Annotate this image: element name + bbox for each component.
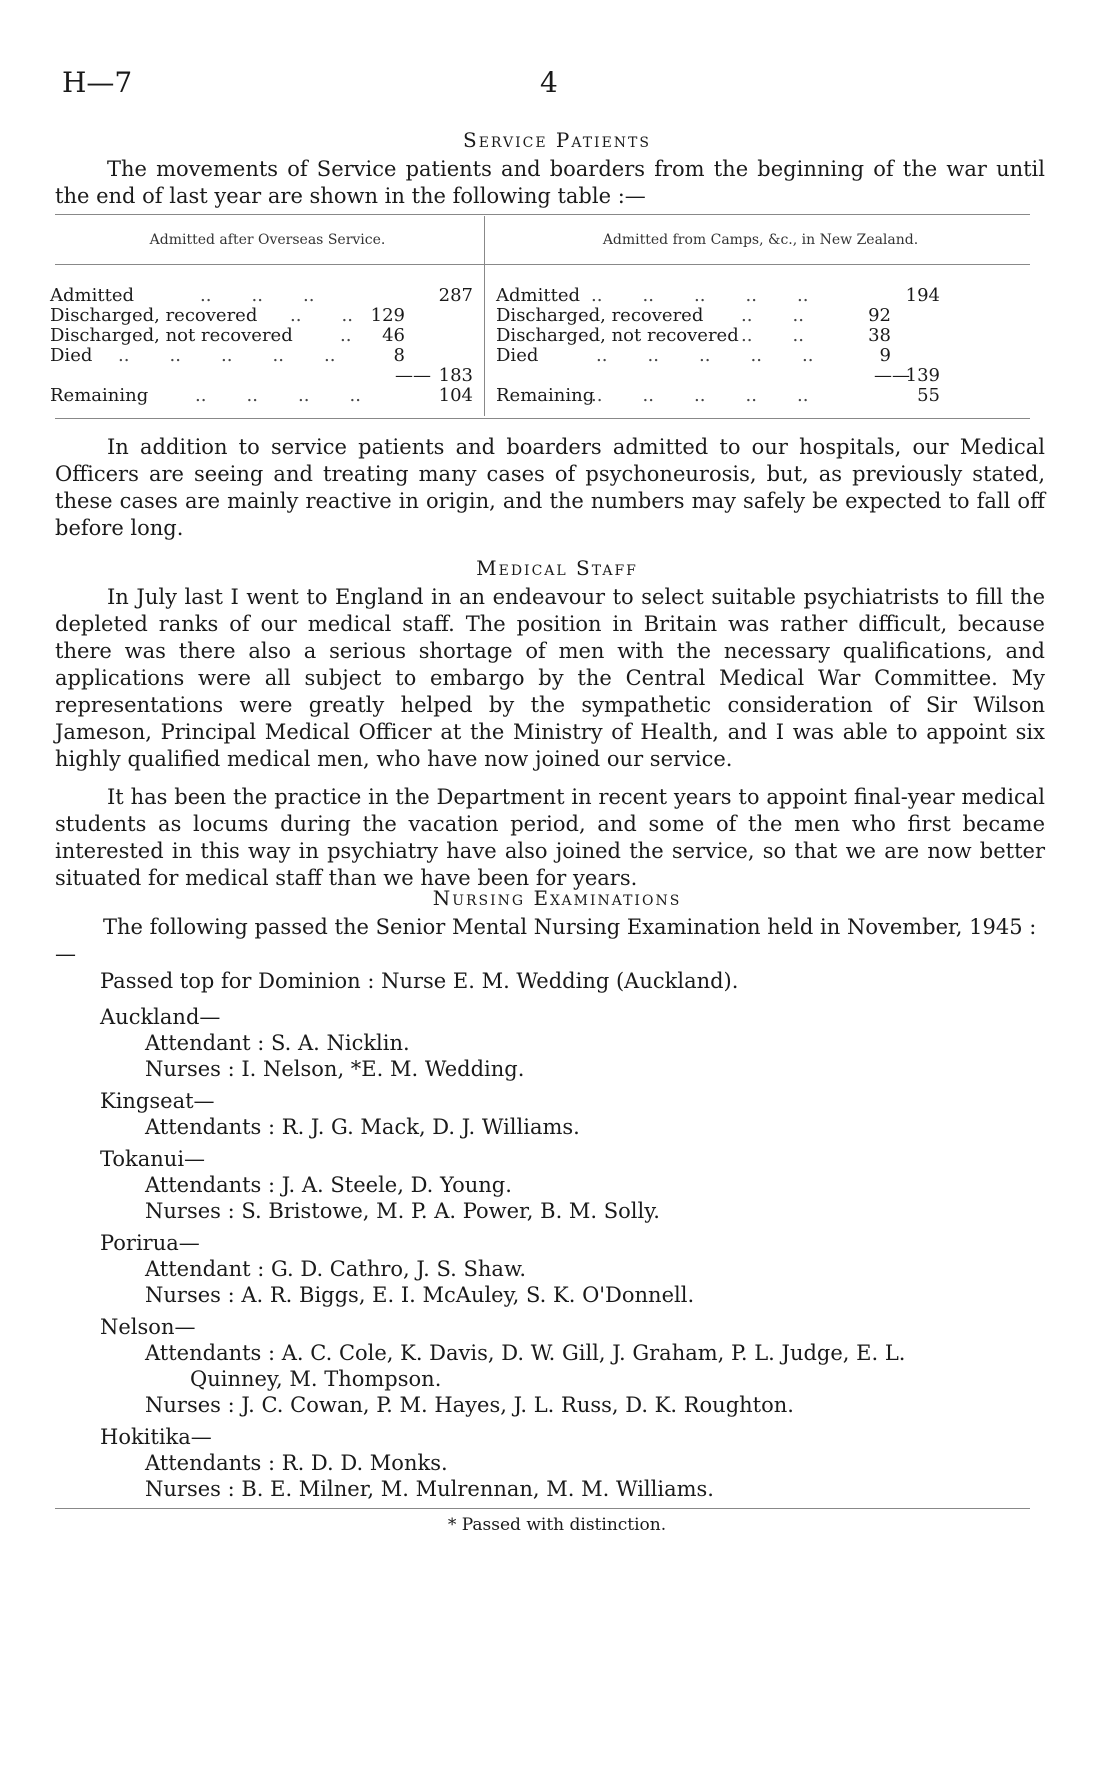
left-discharged-recovered-row: Discharged, recovered .. .. 129 xyxy=(50,305,405,326)
kingseat-attendants: Attendants : R. J. G. Mack, D. J. Williams. xyxy=(145,1115,580,1139)
medical-staff-heading: Medical Staff xyxy=(476,556,638,580)
right-subtotal-row: —— 139 xyxy=(874,365,940,386)
hokitika-attendants: Attendants : R. D. D. Monks. xyxy=(145,1451,448,1475)
document-code: H—7 xyxy=(62,66,133,99)
table-left-heading: Admitted after Overseas Service. xyxy=(149,232,386,248)
page-number: 4 xyxy=(540,66,558,99)
service-patients-closing-paragraph: In addition to service patients and boarders admitted to our hospitals, our Medical Officers are seeing and treating many cases of psychoneurosis, but, as previously stated, these cases are mainly reactive in origin, and the numbers may safely be expected to fall off before long. xyxy=(55,435,1045,540)
nursing-examinations-heading: Nursing Examinations xyxy=(432,886,682,910)
right-remaining-row: Remaining .. .. .. .. .. 55 xyxy=(496,385,940,406)
table-top-rule xyxy=(55,214,1030,215)
hokitika-heading: Hokitika— xyxy=(100,1425,212,1449)
auckland-nurses: Nurses : I. Nelson, *E. M. Wedding. xyxy=(145,1057,525,1081)
service-patients-heading: Service Patients xyxy=(463,128,651,152)
porirua-heading: Porirua— xyxy=(100,1231,200,1255)
porirua-attendant: Attendant : G. D. Cathro, J. S. Shaw. xyxy=(145,1257,527,1281)
auckland-heading: Auckland— xyxy=(100,1005,221,1029)
left-died-row: Died .. .. .. .. .. 8 xyxy=(50,345,405,366)
table-column-divider xyxy=(484,216,485,416)
right-died-row: Died .. .. .. .. .. 9 xyxy=(496,345,891,366)
passed-top-line: Passed top for Dominion : Nurse E. M. Wedding (Auckland). xyxy=(100,969,739,993)
left-admitted-row: Admitted .. .. .. 287 xyxy=(50,285,473,306)
footnote-rule xyxy=(55,1508,1030,1509)
nursing-intro: The following passed the Senior Mental Nursing Examination held in November, 1945 :— xyxy=(55,915,1037,966)
nelson-nurses: Nurses : J. C. Cowan, P. M. Hayes, J. L. Russ, D. K. Roughton. xyxy=(145,1393,794,1417)
table-right-heading: Admitted from Camps, &c., in New Zealand. xyxy=(602,232,919,248)
nelson-attendants-line-2: Quinney, M. Thompson. xyxy=(190,1367,442,1391)
left-discharged-not-recovered-row: Discharged, not recovered .. 46 xyxy=(50,325,405,346)
tokanui-attendants: Attendants : J. A. Steele, D. Young. xyxy=(145,1173,512,1197)
tokanui-heading: Tokanui— xyxy=(100,1147,206,1171)
right-discharged-recovered-row: Discharged, recovered .. .. 92 xyxy=(496,305,891,326)
nelson-attendants-line-1: Attendants : A. C. Cole, K. Davis, D. W. Gill, J. Graham, P. L. Judge, E. L. xyxy=(145,1341,906,1365)
footnote: * Passed with distinction. xyxy=(447,1515,667,1535)
medical-staff-paragraph-1: In July last I went to England in an endeavour to select suitable psychiatrists to fill the depleted ranks of our medical staff. The position in Britain was rather difficult, because there was there also a serious shortage of men with the necessary qualifications, and applications were all subject to embargo by the Central Medical War Committee. My representations were greatly helped by the sympathetic consideration of Sir Wilson Jameson, Principal Medical Officer at the Ministry of Health, and I was able to appoint six highly qualified medical men, who have now joined our service. xyxy=(55,585,1045,771)
porirua-nurses: Nurses : A. R. Biggs, E. I. McAuley, S. K. O'Donnell. xyxy=(145,1283,695,1307)
nelson-heading: Nelson— xyxy=(100,1315,196,1339)
right-admitted-row: Admitted .. .. .. .. .. 194 xyxy=(496,285,940,306)
hokitika-nurses: Nurses : B. E. Milner, M. Mulrennan, M. M. Williams. xyxy=(145,1477,714,1501)
tokanui-nurses: Nurses : S. Bristowe, M. P. A. Power, B. M. Solly. xyxy=(145,1199,660,1223)
kingseat-heading: Kingseat— xyxy=(100,1089,215,1113)
table-bottom-rule xyxy=(55,418,1030,419)
table-head-rule xyxy=(55,264,1030,265)
left-subtotal-row: —— 183 xyxy=(395,365,473,386)
left-remaining-row: Remaining .. .. .. .. 104 xyxy=(50,385,473,406)
medical-staff-paragraph-2: It has been the practice in the Department in recent years to appoint final-year medical students as locums during the vacation period, and some of the men who first became interested in this way in psychiatry have also joined the service, so that we are now better situated for medical staff than we have been for years. xyxy=(55,785,1045,890)
auckland-attendant: Attendant : S. A. Nicklin. xyxy=(145,1031,410,1055)
service-patients-intro: The movements of Service patients and boarders from the beginning of the war until the end of last year are shown in the following table :— xyxy=(55,157,1045,208)
right-discharged-not-recovered-row: Discharged, not recovered .. .. 38 xyxy=(496,325,891,346)
